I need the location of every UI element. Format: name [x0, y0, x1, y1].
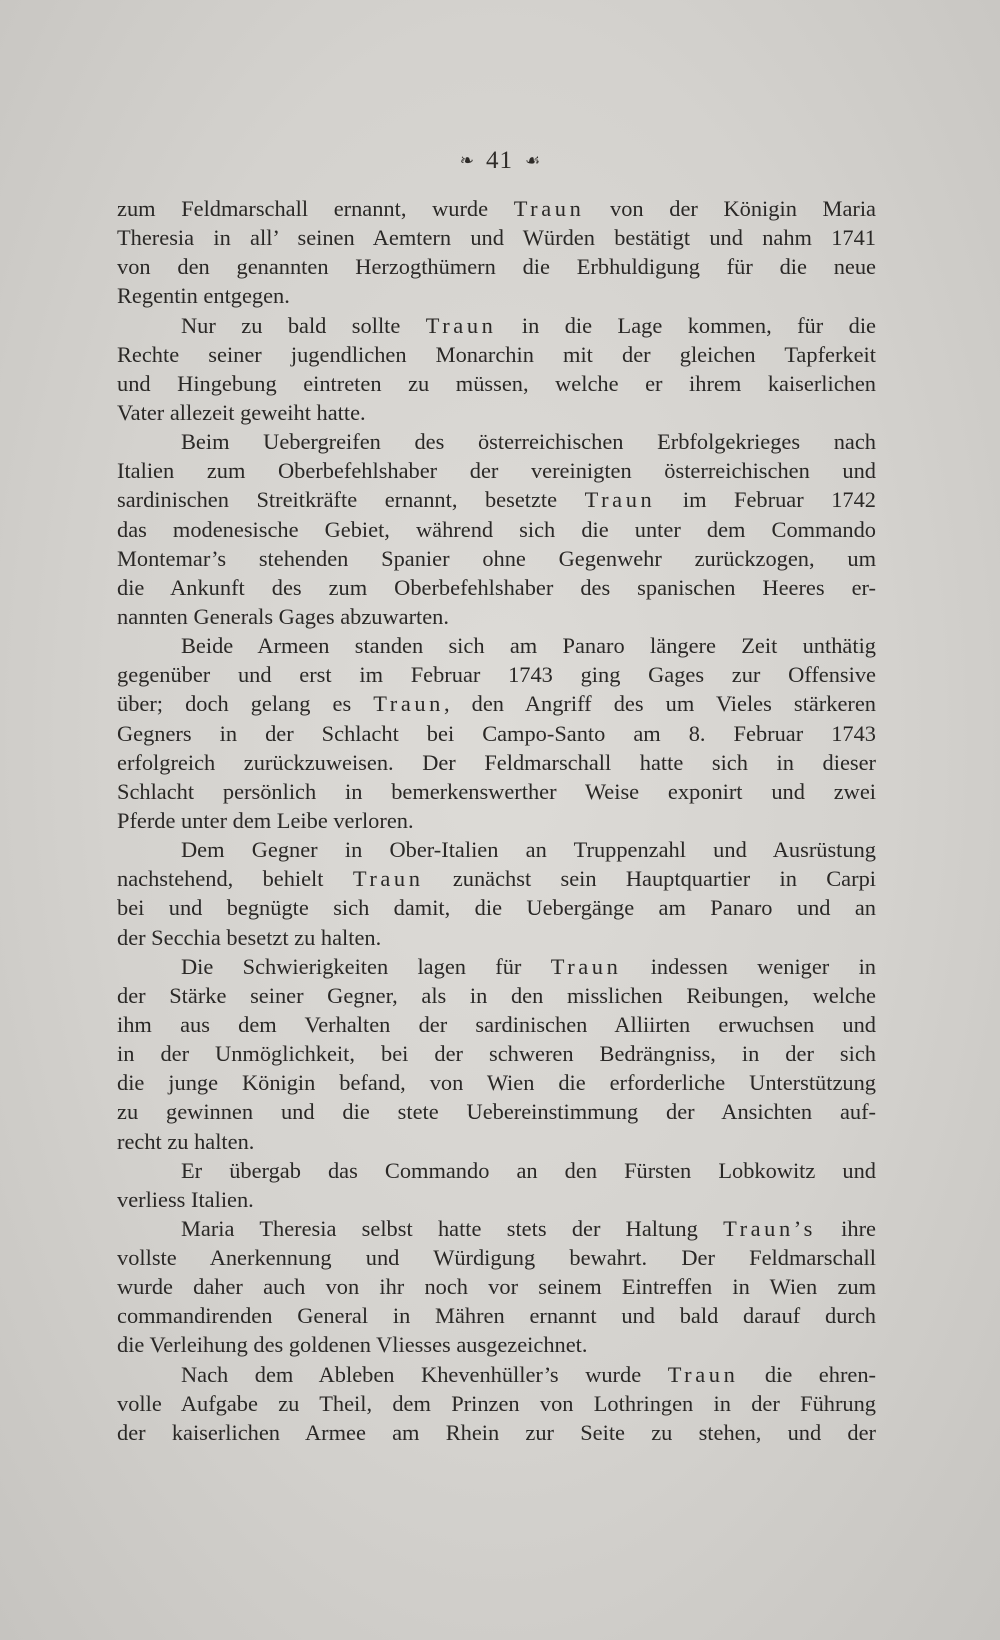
text-segment: Beim Uebergreifen des österreichischen Erbfolgekrieges nach: [181, 429, 876, 455]
text-line: [117, 1389, 876, 1418]
text-segment: volle Aufgabe zu Theil, dem Prinzen von Lothringen in der Führung: [117, 1390, 876, 1416]
text-line: [117, 1360, 876, 1389]
text-line: [117, 748, 876, 777]
text-segment: gegenüber und erst im Februar 1743 ging Gages zur Offensive: [117, 662, 876, 688]
emphasized-name: Traun: [425, 312, 497, 338]
text-segment: der Secchia besetzt zu halten.: [117, 924, 382, 950]
page-number: 41: [486, 147, 513, 174]
text-line: [117, 602, 876, 631]
text-line: [117, 398, 876, 427]
text-segment: Pferde unter dem Leibe verloren.: [117, 807, 414, 833]
ornament-left-icon: ❧: [459, 151, 474, 170]
emphasized-name: Traun: [373, 691, 444, 717]
text-line: [117, 1301, 876, 1330]
text-line: [117, 544, 876, 573]
text-line: [117, 1010, 876, 1039]
text-line: [117, 1097, 876, 1126]
text-line: [117, 281, 876, 310]
text-line: [117, 573, 876, 602]
text-line: [117, 1185, 876, 1214]
text-segment: recht zu halten.: [117, 1128, 255, 1154]
text-segment: sardinischen Streitkräfte ernannt, besetzte: [117, 487, 585, 513]
text-segment: von den genannten Herzogthümern die Erbhuldigung für die neue: [117, 254, 876, 280]
text-segment: Theresia in all’ seinen Aemtern und Würden bestätigt und nahm 1741: [117, 225, 876, 251]
text-segment: nachstehend, behielt: [117, 866, 353, 892]
text-segment: in der Unmöglichkeit, bei der schweren Bedrängniss, in der sich: [117, 1041, 876, 1067]
text-line: [117, 252, 876, 281]
text-line: [117, 194, 876, 223]
text-segment: nannten Generals Gages abzuwarten.: [117, 603, 449, 629]
text-line: [117, 719, 876, 748]
text-segment: Nach dem Ableben Khevenhüller’s wurde: [181, 1361, 668, 1387]
emphasized-name: Traun: [352, 866, 424, 892]
text-line: [117, 660, 876, 689]
text-line: [117, 923, 876, 952]
text-line: [117, 777, 876, 806]
text-line: [117, 806, 876, 835]
page-header: [0, 144, 1000, 180]
text-segment: Schlacht persönlich in bemerkenswerther Weise exponirt und zwei: [117, 778, 876, 804]
text-line: [117, 1272, 876, 1301]
text-segment: über; doch gelang es: [117, 691, 374, 717]
text-line: [117, 1039, 876, 1068]
text-line: [117, 515, 876, 544]
text-segment: zunächst sein Hauptquartier in Carpi: [423, 866, 876, 892]
text-line: [117, 427, 876, 456]
text-line: [117, 1418, 876, 1447]
text-line: [117, 1330, 876, 1359]
text-segment: Italien zum Oberbefehlshaber der vereinigten österreichischen und: [117, 458, 876, 484]
text-segment: die Ankunft des zum Oberbefehlshaber des spanischen Heeres er-: [117, 574, 876, 600]
emphasized-name: Traun: [584, 487, 656, 513]
emphasized-name: Traun: [513, 196, 585, 221]
text-segment: Montemar’s stehenden Spanier ohne Gegenwehr zurückzogen, um: [117, 545, 876, 571]
text-segment: zum Feldmarschall ernannt, wurde: [117, 196, 514, 221]
text-line: [117, 689, 876, 718]
text-line: [117, 981, 876, 1010]
text-line: [117, 340, 876, 369]
text-segment: commandirenden General in Mähren ernannt und bald darauf durch: [117, 1303, 876, 1329]
text-segment: in die Lage kommen, für die: [496, 312, 876, 338]
ornament-right-icon: ☙: [525, 151, 541, 170]
text-segment: indessen weniger in: [621, 953, 876, 979]
text-line: [117, 456, 876, 485]
text-segment: ihm aus dem Verhalten der sardinischen Alliirten erwuchsen und: [117, 1011, 876, 1037]
text-line: [117, 1243, 876, 1272]
text-line: [117, 893, 876, 922]
emphasized-name: Traun: [667, 1361, 739, 1387]
text-segment: Beide Armeen standen sich am Panaro längere Zeit unthätig: [181, 633, 876, 659]
text-segment: Dem Gegner in Ober-Italien an Truppenzahl und Ausrüstung: [181, 837, 876, 863]
text-line: [117, 835, 876, 864]
text-segment: das modenesische Gebiet, während sich die unter dem Commando: [117, 516, 876, 542]
text-segment: Regentin entgegen.: [117, 283, 290, 309]
text-segment: Die Schwierigkeiten lagen für: [181, 953, 551, 979]
text-segment: verliess Italien.: [117, 1186, 254, 1212]
text-segment: bei und begnügte sich damit, die Uebergänge am Panaro und an: [117, 895, 876, 921]
text-line: [117, 631, 876, 660]
text-segment: erfolgreich zurückzuweisen. Der Feldmarschall hatte sich in dieser: [117, 749, 876, 775]
text-segment: Gegners in der Schlacht bei Campo-Santo am 8. Februar 1743: [117, 720, 876, 746]
emphasized-name: Traun: [550, 953, 622, 979]
text-segment: wurde daher auch von ihr noch vor seinem Eintreffen in Wien zum: [117, 1274, 876, 1300]
text-segment: die junge Königin befand, von Wien die erforderliche Unterstützung: [117, 1070, 876, 1096]
emphasized-name: Traun’s: [723, 1215, 816, 1241]
text-segment: im Februar 1742: [655, 487, 876, 513]
text-line: [117, 952, 876, 981]
body-text: [117, 194, 876, 1447]
text-segment: , den Angriff des um Vieles stärkeren: [443, 691, 876, 717]
text-segment: die ehren-: [738, 1361, 876, 1387]
text-line: [117, 1127, 876, 1156]
text-segment: der Stärke seiner Gegner, als in den misslichen Reibungen, welche: [117, 982, 876, 1008]
text-segment: Nur zu bald sollte: [181, 312, 426, 338]
text-line: [117, 223, 876, 252]
text-line: [117, 864, 876, 893]
text-segment: ihre: [815, 1215, 876, 1241]
text-line: [117, 1214, 876, 1243]
text-segment: zu gewinnen und die stete Uebereinstimmung der Ansichten auf-: [117, 1099, 876, 1125]
text-segment: von der Königin Maria: [584, 196, 876, 221]
text-segment: Er übergab das Commando an den Fürsten Lobkowitz und: [181, 1157, 876, 1183]
text-segment: die Verleihung des goldenen Vliesses ausgezeichnet.: [117, 1332, 588, 1358]
text-line: [117, 485, 876, 514]
text-segment: Maria Theresia selbst hatte stets der Haltung: [181, 1215, 724, 1241]
text-line: [117, 1156, 876, 1185]
text-segment: Vater allezeit geweiht hatte.: [117, 399, 366, 425]
text-line: [117, 311, 876, 340]
text-segment: und Hingebung eintreten zu müssen, welche er ihrem kaiserlichen: [117, 370, 876, 396]
text-segment: vollste Anerkennung und Würdigung bewahrt. Der Feldmarschall: [117, 1245, 876, 1271]
text-segment: der kaiserlichen Armee am Rhein zur Seite zu stehen, und der: [117, 1419, 876, 1445]
text-line: [117, 369, 876, 398]
text-segment: Rechte seiner jugendlichen Monarchin mit der gleichen Tapferkeit: [117, 341, 876, 367]
text-line: [117, 1068, 876, 1097]
